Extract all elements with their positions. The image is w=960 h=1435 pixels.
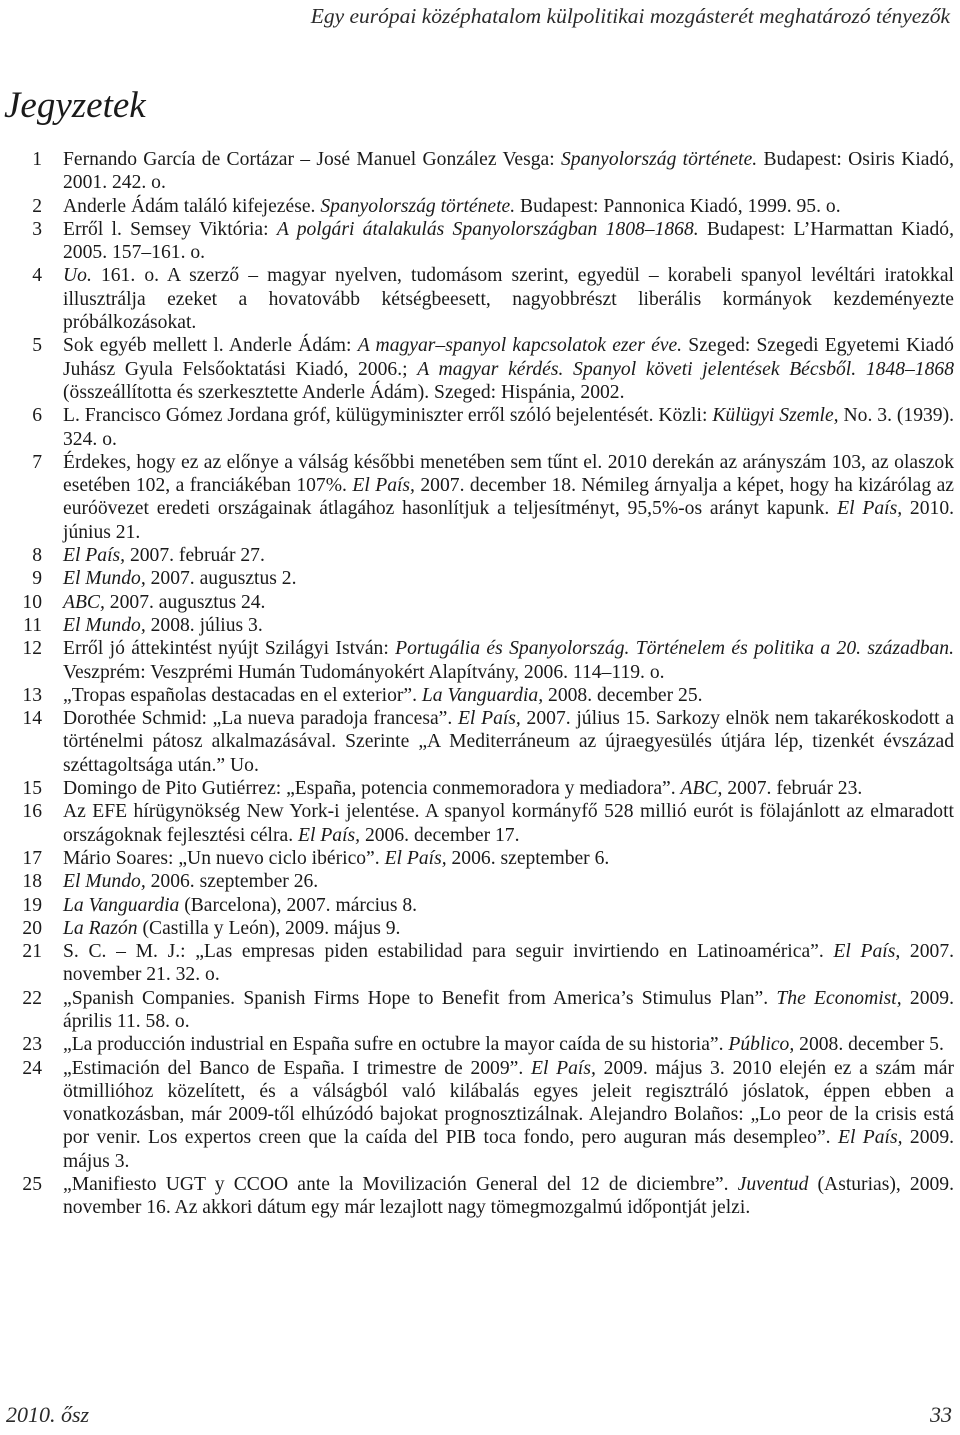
endnote-text [63,452,954,543]
endnote-number: 24 [22,1057,42,1079]
endnote-segment: 2006. december 17. [360,824,520,846]
endnote-number: 22 [22,987,42,1009]
endnote-number: 10 [22,591,42,613]
endnote-16 [0,800,960,847]
endnote-italic-segment: Público, [728,1034,795,1056]
endnote-number: 16 [22,801,42,823]
endnote-text [63,918,400,939]
endnote-text [63,265,954,333]
endnote-segment: (Asturias), 2009. november 16. Az akkori dátum egy már lezajlott nagy tömegmozgalmú időpontját jelzi. [63,1174,954,1219]
endnote-segment: 2007. február 27. [125,545,265,567]
endnote-segment: (összeállította és szerkesztette Anderle Ádám). Szeged: Hispánia, 2002. [63,381,625,403]
endnote-number: 1 [32,149,42,170]
endnote-6 [0,404,960,451]
endnote-24 [0,1057,960,1173]
endnote-text [63,615,263,636]
endnote-segment: 2008. december 5. [794,1034,944,1056]
endnote-segment: „La producción industrial en España sufre en octubre la mayor caída de su historia”. [63,1034,729,1056]
endnote-segment: 2007. július 15. Sarkozy elnök nem takarékoskodott a történelmi pátosz alkalmazásával. Szerinte „A Mediterráneum az újraegyesülés útjára lép, tizenkét évszázad széttagoltsága után.” Uo. [63,708,955,776]
endnote-italic-segment: El País, [833,941,901,963]
endnote-segment: L. Francisco Gómez Jordana gróf, külügyminiszter erről szóló bejelentését. Közli: [63,405,713,427]
endnote-text [63,568,296,589]
endnote-text [63,778,862,799]
endnote-italic-segment: El País, [384,847,447,869]
endnote-segment: 2006. szeptember 26. [145,871,319,893]
endnote-segment: 2007. december 18. Némileg árnyalja a képet, hogy ha kizárólag az euróövezet eredeti országainak átlagához hasonlítjuk a teljesítményt, 95,5%-os arányt kapunk. [63,475,954,520]
endnote-italic-segment: Spanyolország története. [560,149,758,170]
endnote-segment: 2009. május 3. [63,1127,955,1172]
endnote-segment: 2007. február 23. [722,778,863,800]
endnote-segment: 2009. május 3. 2010 elején ez a szám már ötmillióhoz közelített, és a válságból való kilábalás egyes jeleit regisztráló jóslatok, éppen ebben a vonatkozásban, már 2009-től elhúzódó bajokat prognosztizálnak. Alejandro Bolaños: „Lo peor de la crisis está por venir. Los expertos creen que la caída del PIB toca fondo, pero auguran más desempleo”. [63,1057,955,1149]
endnote-number: 13 [22,684,42,706]
endnote-segment: Anderle Ádám találó kifejezése. [63,195,321,217]
endnote-text [63,545,265,566]
endnote-segment: 2009. április 11. 58. o. [63,987,954,1032]
endnote-italic-segment: Spanyolország története. [320,195,516,217]
endnote-number: 19 [22,894,42,916]
endnote-number: 7 [32,451,42,473]
endnote-number: 25 [22,1174,42,1196]
endnote-9 [0,567,960,590]
endnote-italic-segment: La Vanguardia [63,894,180,916]
endnote-22 [0,987,960,1034]
endnote-italic-segment: The Economist, [776,987,902,1009]
endnote-italic-segment: El País, [352,475,415,497]
endnote-text [63,801,954,845]
endnote-italic-segment: A magyar–spanyol kapcsolatok ezer éve. [357,335,683,357]
endnote-segment: Az EFE hírügynökség New York-i jelentése. A spanyol kormányfő 528 millió eurót is fölajánlott az elmaradott országoknak fejlesztési célra. [63,801,954,846]
endnote-1 [0,148,960,195]
endnote-italic-segment: Portugália és Spanyolország. Történelem és politika a 20. században. [395,638,954,660]
endnote-number: 9 [32,568,42,590]
notes-list [0,148,960,1220]
endnote-italic-segment: A magyar kérdés. Spanyol követi jelentések Bécsből. 1848–1868 [417,358,954,380]
endnote-number: 4 [32,265,42,287]
endnote-segment: Sok egyéb mellett l. Anderle Ádám: [63,335,358,357]
section-title: Jegyzetek [4,85,146,126]
endnote-text [63,405,954,449]
endnote-italic-segment: Külügyi Szemle, [712,405,839,427]
endnote-segment: Szeged: Szegedi Egyetemi Kiadó Juhász Gyula Felsőoktatási Kiadó, 2006.; [63,335,954,380]
running-title: Egy európai középhatalom külpolitikai mozgásterét meghatározó tényezők [310,4,950,28]
endnote-italic-segment: El País, [298,824,361,846]
issue-label: 2010. ősz [6,1402,90,1427]
endnote-italic-segment: El País, [63,545,126,567]
endnote-italic-segment: La Vanguardia, [421,684,544,706]
endnote-segment: Erről l. Semsey Viktória: [63,218,277,240]
endnote-text [63,895,417,916]
endnote-segment: 2007. november 21. 32. o. [63,941,955,986]
endnote-segment: Erről jó áttekintést nyújt Szilágyi István: [63,638,396,660]
endnote-segment: (Barcelona), 2007. március 8. [179,894,418,916]
endnote-21 [0,940,960,987]
endnote-text [63,149,954,193]
endnote-number: 14 [22,708,42,730]
endnote-14 [0,707,960,777]
endnote-text [63,592,265,613]
endnote-text [63,685,703,706]
endnote-segment: Mário Soares: „Un nuevo ciclo ibérico”. [63,847,385,869]
endnote-segment: „Manifiesto UGT y CCOO ante la Movilización General del 12 de diciembre”. [63,1174,738,1196]
page-footer [6,1402,952,1428]
endnote-segment: „Tropas españolas destacadas en el exterior”. [63,684,422,706]
endnote-segment: Veszprém: Veszprémi Humán Tudományokért Alapítvány, 2006. 114–119. o. [63,661,665,683]
endnote-italic-segment: Juventud [737,1174,809,1196]
endnote-number: 21 [22,941,42,963]
endnote-number: 23 [22,1034,42,1056]
endnote-segment: Érdekes, hogy ez az előnye a válság későbbi menetében sem tűnt el. 2010 derekán az arányszám 103, az olaszok esetében 102, a franciákéban 107%. [63,451,954,497]
endnote-segment: Domingo de Pito Gutiérrez: „España, potencia conmemoradora y mediadora”. [63,778,681,800]
endnote-segment: 2007. augusztus 2. [145,568,297,590]
endnote-number: 8 [32,545,42,567]
endnote-number: 5 [32,335,42,357]
endnote-7 [0,451,960,544]
endnote-italic-segment: Uo. [63,265,92,287]
endnote-text [63,1034,944,1055]
endnote-8 [0,544,960,567]
endnote-text [63,941,954,985]
endnote-18 [0,870,960,893]
endnote-italic-segment: A polgári átalakulás Spanyolországban 1808–1868. [276,218,699,240]
endnote-segment: Budapest: Osiris Kiadó, 2001. 242. o. [63,149,955,194]
endnote-2 [0,195,960,218]
endnote-segment: S. C. – M. J.: „Las empresas piden estabilidad para seguir invirtiendo en Latinoamérica”. [63,941,834,963]
endnote-number: 15 [22,778,42,800]
endnote-italic-segment: El País, [837,498,903,520]
endnote-segment: Budapest: L’Harmattan Kiadó, 2005. 157–161. o. [63,218,954,264]
endnote-text [63,219,954,263]
endnote-19 [0,894,960,917]
endnote-13 [0,684,960,707]
endnote-segment: 2010. június 21. [63,498,955,543]
endnote-segment: „Spanish Companies. Spanish Firms Hope to Benefit from America’s Stimulus Plan”. [63,987,777,1009]
endnote-number: 6 [32,405,42,427]
endnote-segment: 2006. szeptember 6. [446,847,610,869]
endnote-segment: 161. o. A szerző – magyar nyelven, tudomásom szerint, egyedül – korabeli spanyol levéltári iratokkal illusztrálja ezeket a hovatovább kétségbeesett, nagyobbrészt liberális kormányok kezdeményezte próbálkozásokat. [63,265,954,334]
endnote-italic-segment: El País, [531,1057,596,1079]
endnote-text [63,1058,954,1172]
endnote-number: 11 [23,614,42,636]
endnote-12 [0,637,960,684]
endnote-number: 12 [22,638,42,660]
endnote-italic-segment: La Razón [63,917,138,939]
endnote-segment: Fernando García de Cortázar – José Manuel González Vesga: [63,149,561,170]
endnote-number: 18 [22,871,42,893]
endnote-italic-segment: ABC, [63,591,105,613]
endnote-10 [0,591,960,614]
endnote-segment: 2007. augusztus 24. [104,591,266,613]
endnote-italic-segment: El Mundo, [63,871,146,893]
endnote-text [63,848,609,869]
endnote-text [63,1174,954,1218]
endnote-text [63,708,954,776]
endnote-segment: „Estimación del Banco de España. I trimestre de 2009”. [63,1057,531,1079]
endnote-number: 17 [22,847,42,869]
endnote-italic-segment: El Mundo, [63,568,146,590]
endnote-15 [0,777,960,800]
endnote-segment: Budapest: Pannonica Kiadó, 1999. 95. o. [515,195,841,217]
endnote-17 [0,847,960,870]
endnote-11 [0,614,960,637]
endnote-segment: No. 3. (1939). 324. o. [63,405,955,450]
endnote-text [63,335,954,403]
endnote-4 [0,264,960,334]
endnote-25 [0,1173,960,1220]
endnote-20 [0,917,960,940]
endnote-italic-segment: El Mundo, [63,614,146,636]
endnote-segment: 2008. december 25. [543,684,703,706]
endnote-number: 3 [32,218,42,240]
endnote-number: 2 [32,195,42,217]
endnote-segment: (Castilla y León), 2009. május 9. [137,917,401,939]
endnote-5 [0,334,960,404]
endnote-italic-segment: ABC, [680,778,723,800]
endnote-italic-segment: El País, [457,708,521,730]
endnote-text [63,638,954,682]
endnote-3 [0,218,960,265]
endnote-italic-segment: El País, [837,1127,903,1149]
endnote-number: 20 [22,917,42,939]
endnote-segment: 2008. július 3. [145,614,263,636]
endnote-23 [0,1033,960,1056]
page-number: 33 [930,1402,952,1427]
endnote-text [63,988,954,1032]
endnote-text [63,871,318,892]
endnote-text [63,196,841,217]
endnote-segment: Dorothée Schmid: „La nueva paradoja francesa”. [63,708,458,730]
